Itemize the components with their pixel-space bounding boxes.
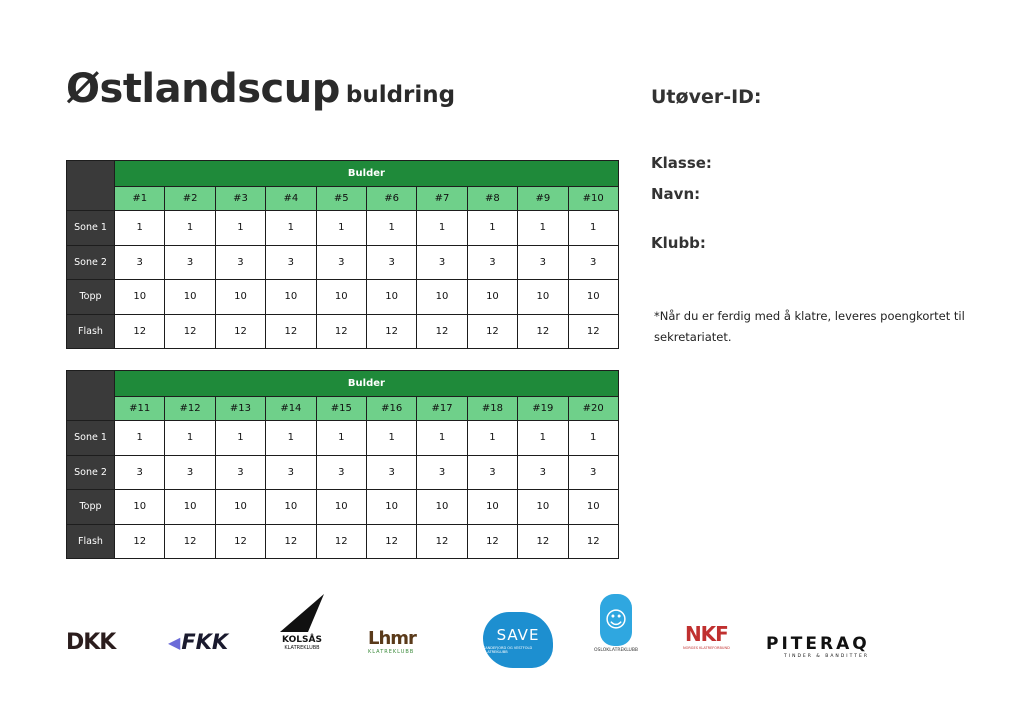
piteraq-sub: TINDER & BANDITTER: [784, 654, 869, 659]
boulder-number: #9: [518, 187, 568, 211]
lhmr-logo: [368, 628, 416, 655]
boulder-number: #20: [568, 397, 618, 421]
score-cell[interactable]: 1: [165, 211, 215, 246]
boulder-number: #17: [417, 397, 467, 421]
score-cell[interactable]: 10: [316, 280, 366, 315]
boulder-number: #6: [366, 187, 416, 211]
score-cell[interactable]: 10: [417, 490, 467, 525]
triangle-icon: ◀: [168, 632, 181, 652]
oslo-figure-icon: ☺: [600, 594, 632, 646]
score-cell[interactable]: 3: [215, 245, 265, 280]
score-cell[interactable]: 10: [518, 490, 568, 525]
submission-note: *Når du er ferdig med å klatre, leveres poengkortet til sekretariatet.: [654, 309, 965, 344]
row-label: Topp: [67, 280, 115, 315]
score-cell[interactable]: 3: [266, 245, 316, 280]
score-cell[interactable]: 1: [215, 211, 265, 246]
piteraq-logo: [766, 634, 870, 659]
score-cell[interactable]: 10: [165, 490, 215, 525]
score-cell[interactable]: 1: [417, 421, 467, 456]
table-corner: [67, 161, 115, 211]
score-cell[interactable]: 10: [417, 280, 467, 315]
score-cell[interactable]: 10: [467, 280, 517, 315]
score-cell[interactable]: 12: [316, 314, 366, 349]
athlete-id-label: Utøver-ID:: [651, 86, 762, 108]
score-cell[interactable]: 10: [366, 490, 416, 525]
score-cell[interactable]: 3: [568, 455, 618, 490]
score-cell[interactable]: 10: [568, 280, 618, 315]
score-cell[interactable]: 10: [215, 280, 265, 315]
score-cell[interactable]: 3: [366, 455, 416, 490]
score-cell[interactable]: 1: [366, 211, 416, 246]
score-cell[interactable]: 1: [518, 211, 568, 246]
piteraq-name: PITERAQ: [766, 634, 870, 654]
score-cell[interactable]: 1: [467, 211, 517, 246]
score-cell[interactable]: 3: [316, 245, 366, 280]
score-cell[interactable]: 3: [518, 245, 568, 280]
score-cell[interactable]: 12: [417, 314, 467, 349]
score-cell[interactable]: 3: [467, 455, 517, 490]
kolsas-peak-icon: [278, 594, 326, 634]
boulder-number: #4: [266, 187, 316, 211]
score-row: [67, 245, 619, 280]
boulder-number: #19: [518, 397, 568, 421]
score-cell[interactable]: 1: [518, 421, 568, 456]
boulder-number: #18: [467, 397, 517, 421]
score-row: [67, 280, 619, 315]
boulder-number: #10: [568, 187, 618, 211]
score-cell[interactable]: 3: [518, 455, 568, 490]
score-cell[interactable]: 1: [316, 211, 366, 246]
oslo-logo: [588, 594, 644, 653]
score-cell[interactable]: 12: [266, 524, 316, 559]
score-cell[interactable]: 12: [518, 314, 568, 349]
boulder-number: #3: [215, 187, 265, 211]
score-cell[interactable]: 10: [366, 280, 416, 315]
save-logo: [483, 612, 553, 668]
nkf-sub: NORGES KLATREFORBUND: [683, 646, 730, 650]
score-cell[interactable]: 12: [115, 524, 165, 559]
score-cell[interactable]: 1: [316, 421, 366, 456]
score-cell[interactable]: 12: [568, 314, 618, 349]
nkf-name: NKF: [684, 622, 728, 646]
score-cell[interactable]: 12: [467, 524, 517, 559]
score-cell[interactable]: 1: [568, 421, 618, 456]
lhmr-name: Lhmr: [368, 628, 416, 649]
lhmr-sub: KLATREKLUBB: [368, 649, 415, 655]
score-cell[interactable]: 1: [568, 211, 618, 246]
class-label: Klasse:: [651, 154, 712, 172]
score-cell[interactable]: 10: [115, 490, 165, 525]
score-cell[interactable]: 12: [165, 524, 215, 559]
score-cell[interactable]: 3: [266, 455, 316, 490]
score-cell[interactable]: 1: [115, 421, 165, 456]
kolsas-logo: [276, 594, 328, 651]
score-cell[interactable]: 10: [215, 490, 265, 525]
boulder-number: #5: [316, 187, 366, 211]
score-row: [67, 421, 619, 456]
kolsas-name: KOLSÅS: [282, 635, 322, 645]
boulder-number: #1: [115, 187, 165, 211]
score-cell[interactable]: 12: [568, 524, 618, 559]
score-table-2: [66, 370, 619, 559]
score-cell[interactable]: 1: [165, 421, 215, 456]
score-cell[interactable]: 10: [467, 490, 517, 525]
score-row: [67, 314, 619, 349]
save-sub: SANDEFJORD OG VESTFOLD KLATREKLUBB: [483, 646, 533, 654]
boulder-number: #15: [316, 397, 366, 421]
score-row: [67, 524, 619, 559]
dkk-logo-text: DKK: [66, 630, 116, 655]
club-label: Klubb:: [651, 234, 706, 252]
boulder-number: #2: [165, 187, 215, 211]
dkk-logo: [66, 630, 115, 655]
score-cell[interactable]: 12: [165, 314, 215, 349]
score-cell[interactable]: 10: [568, 490, 618, 525]
row-label: Sone 2: [67, 455, 115, 490]
score-cell[interactable]: 12: [316, 524, 366, 559]
score-cell[interactable]: 10: [518, 280, 568, 315]
score-cell[interactable]: 1: [115, 211, 165, 246]
page-title: [66, 66, 455, 112]
score-row: [67, 490, 619, 525]
score-cell[interactable]: 3: [417, 245, 467, 280]
score-cell[interactable]: 3: [115, 245, 165, 280]
score-cell[interactable]: 3: [316, 455, 366, 490]
score-cell[interactable]: 10: [266, 490, 316, 525]
boulder-number: #12: [165, 397, 215, 421]
score-cell[interactable]: 3: [115, 455, 165, 490]
score-cell[interactable]: 12: [215, 524, 265, 559]
nkf-logo: [683, 622, 730, 650]
score-cell[interactable]: 12: [366, 524, 416, 559]
fkk-logo: [168, 630, 228, 654]
row-label: Flash: [67, 314, 115, 349]
row-label: Sone 1: [67, 421, 115, 456]
score-cell[interactable]: 3: [568, 245, 618, 280]
score-cell[interactable]: 1: [215, 421, 265, 456]
boulder-number: #8: [467, 187, 517, 211]
score-table-1: [66, 160, 619, 349]
score-cell[interactable]: 12: [115, 314, 165, 349]
score-cell[interactable]: 12: [215, 314, 265, 349]
boulder-number: #11: [115, 397, 165, 421]
title-sub: buldring: [345, 82, 456, 108]
score-cell[interactable]: 1: [417, 211, 467, 246]
score-cell[interactable]: 3: [165, 245, 215, 280]
boulder-number: #14: [266, 397, 316, 421]
boulder-number: #16: [366, 397, 416, 421]
score-cell[interactable]: 12: [518, 524, 568, 559]
name-label: Navn:: [651, 185, 701, 203]
score-cell[interactable]: 3: [165, 455, 215, 490]
fkk-logo-text: FKK: [181, 630, 229, 654]
score-cell[interactable]: 3: [215, 455, 265, 490]
save-name: SAVE: [496, 626, 540, 644]
bulder-header: Bulder: [115, 371, 619, 397]
boulder-number: #7: [417, 187, 467, 211]
table-corner: [67, 371, 115, 421]
score-cell[interactable]: 3: [366, 245, 416, 280]
row-label: Sone 1: [67, 211, 115, 246]
title-main: Østlandscup: [66, 66, 340, 112]
score-cell[interactable]: 12: [366, 314, 416, 349]
score-row: [67, 455, 619, 490]
boulder-number: #13: [215, 397, 265, 421]
score-row: [67, 211, 619, 246]
score-cell[interactable]: 12: [266, 314, 316, 349]
bulder-header: Bulder: [115, 161, 619, 187]
score-cell[interactable]: 1: [366, 421, 416, 456]
row-label: Topp: [67, 490, 115, 525]
score-cell[interactable]: 10: [165, 280, 215, 315]
score-cell[interactable]: 3: [467, 245, 517, 280]
row-label: Flash: [67, 524, 115, 559]
score-cell[interactable]: 3: [417, 455, 467, 490]
score-cell[interactable]: 10: [115, 280, 165, 315]
kolsas-sub: KLATREKLUBB: [284, 645, 320, 651]
score-cell[interactable]: 1: [266, 421, 316, 456]
row-label: Sone 2: [67, 245, 115, 280]
oslo-name: OSLOKLATREKLUBB: [594, 648, 638, 653]
score-cell[interactable]: 12: [417, 524, 467, 559]
score-cell[interactable]: 12: [467, 314, 517, 349]
score-cell[interactable]: 1: [467, 421, 517, 456]
score-cell[interactable]: 1: [266, 211, 316, 246]
score-cell[interactable]: 10: [316, 490, 366, 525]
score-cell[interactable]: 10: [266, 280, 316, 315]
